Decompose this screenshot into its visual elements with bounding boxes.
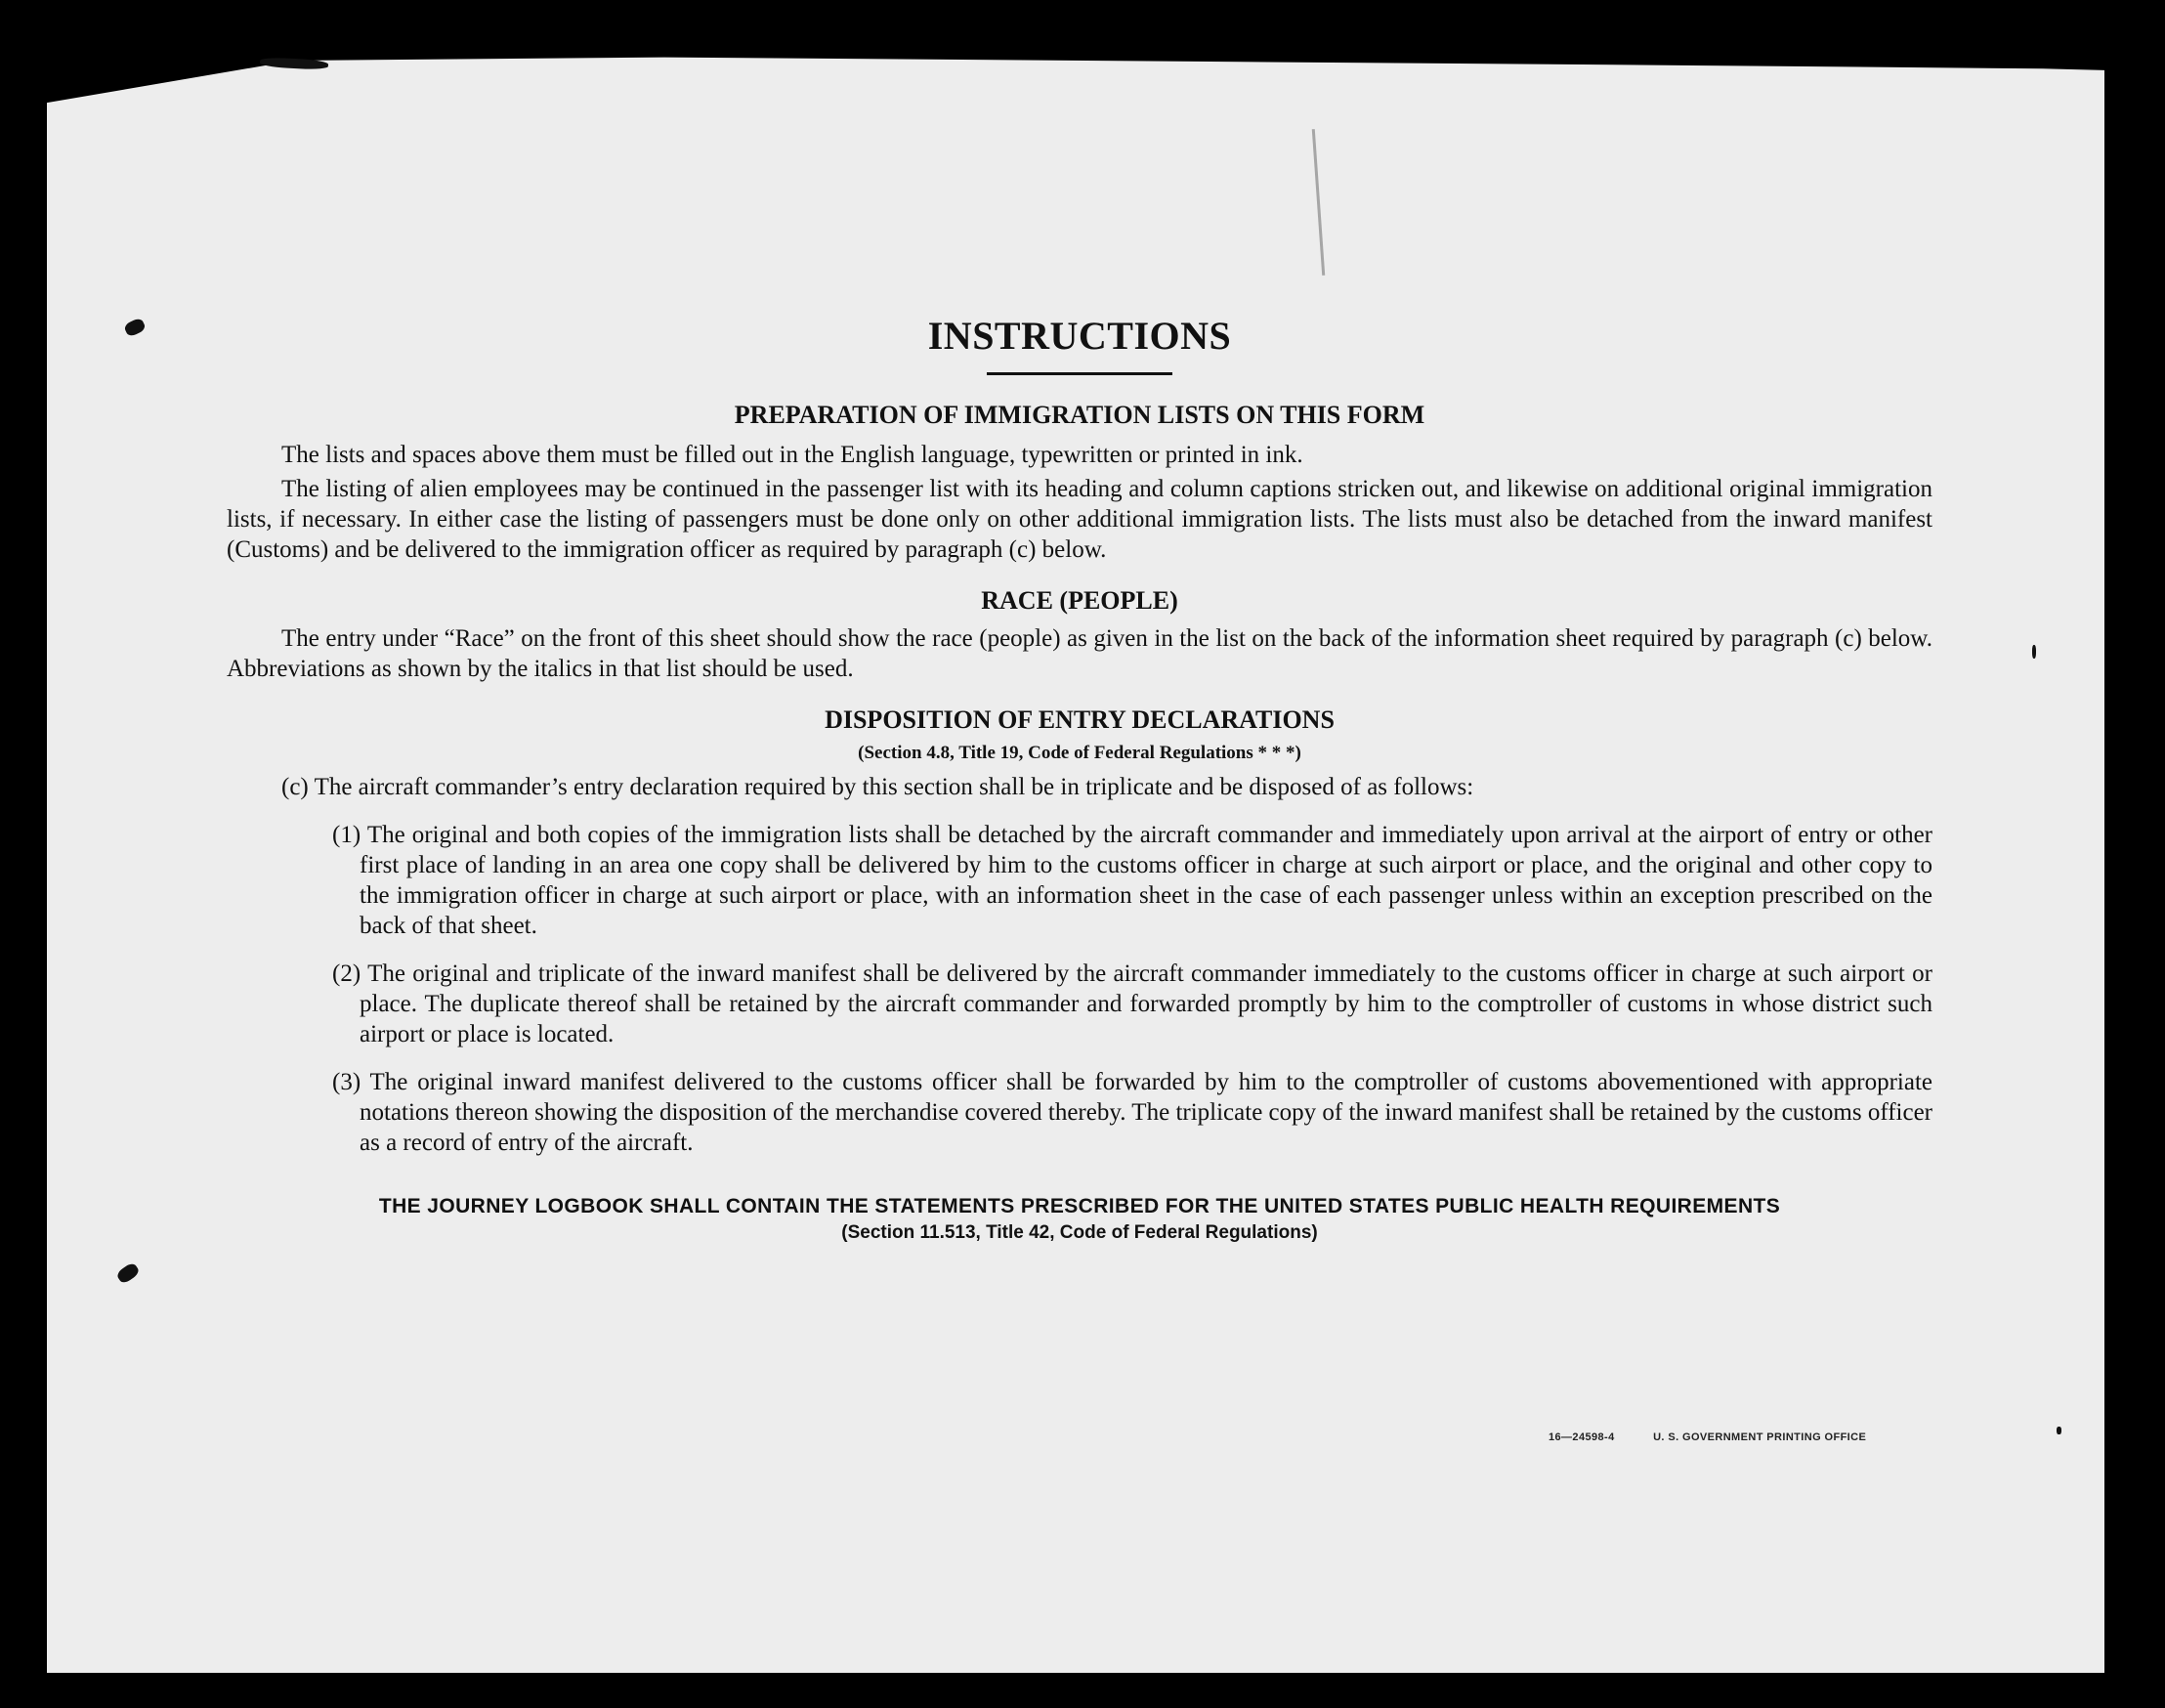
public-health-statement: THE JOURNEY LOGBOOK SHALL CONTAIN THE STATEMENTS PRESCRIBED FOR THE UNITED STATES PUBLIC HEALTH REQUIREMENTS [378,1195,1781,1217]
clause-text: The aircraft commander’s entry declaration required by this section shall be in triplicate and be disposed of as follows: [314,774,1474,800]
printing-office: U. S. GOVERNMENT PRINTING OFFICE [1653,1431,1867,1443]
paragraph-alien-employees: The listing of alien employees may be continued in the passenger list with its heading and column captions stricken out, and likewise on additional original immigration lists, if necessary. In either case the listing of passengers must be done only on other additional immigration lists. The lists must also be detached from the inward manifest (Customs) and be delivered to the immigration officer as required by paragraph (c) below. [227,476,1932,563]
form-number: 16—24598-4 [1549,1431,1615,1443]
section-heading-preparation: PREPARATION OF IMMIGRATION LISTS ON THIS FORM [734,401,1425,429]
public-health-citation: (Section 11.513, Title 42, Code of Federal Regulations) [841,1222,1318,1243]
instructions-content [227,313,1932,1244]
printer-imprint [1549,1431,1866,1443]
clause-label: (c) [281,774,309,800]
section-heading-race: RACE (PEOPLE) [981,586,1178,615]
page-title: INSTRUCTIONS [927,314,1232,358]
section-heading-disposition: DISPOSITION OF ENTRY DECLARATIONS [825,705,1335,734]
title-rule [987,372,1172,375]
item-text: The original inward manifest delivered to the customs officer shall be forwarded by him to the comptroller of customs abovementioned with appropriate notations thereon showing the disposition of the merchandise covered thereby. The triplicate copy of the inward manifest shall be retained by the customs officer as a record of entry of the aircraft. [360,1069,1932,1156]
item-label: (2) [332,961,361,987]
item-text: The original and both copies of the immigration lists shall be detached by the aircraft commander and immediately upon arrival at the airport of entry or other first place of landing in an area one copy shall be delivered by him to the customs officer in charge at such airport or place, and the original and other copy to the immigration officer in charge at such airport or place, with an information sheet in the case of each passenger unless within an exception prescribed on the back of that sheet. [360,822,1932,939]
item-label: (1) [332,822,361,848]
list-item [332,1067,1932,1158]
list-item [332,959,1932,1049]
ink-speck [2032,645,2036,659]
paper-crease [1312,129,1325,276]
item-label: (3) [332,1069,361,1095]
paragraph-english-language: The lists and spaces above them must be filled out in the English language, typewritten or printed in ink. [281,442,1303,468]
paragraph-race-entry: The entry under “Race” on the front of this sheet should show the race (people) as given in the list on the back of the information sheet required by paragraph (c) below. Abbreviations as shown by the italics in that list should be used. [227,625,1932,682]
ink-speck [2057,1427,2061,1434]
list-item [332,820,1932,941]
item-text: The original and triplicate of the inward manifest shall be delivered by the aircraft commander immediately to the customs officer in charge at such airport or place. The duplicate thereof shall be retained by the aircraft commander and forwarded promptly by him to the comptroller of customs in whose district such airport or place is located. [360,961,1932,1047]
clause-c [281,772,1932,802]
disposition-citation: (Section 4.8, Title 19, Code of Federal Regulations * * *) [858,743,1301,763]
